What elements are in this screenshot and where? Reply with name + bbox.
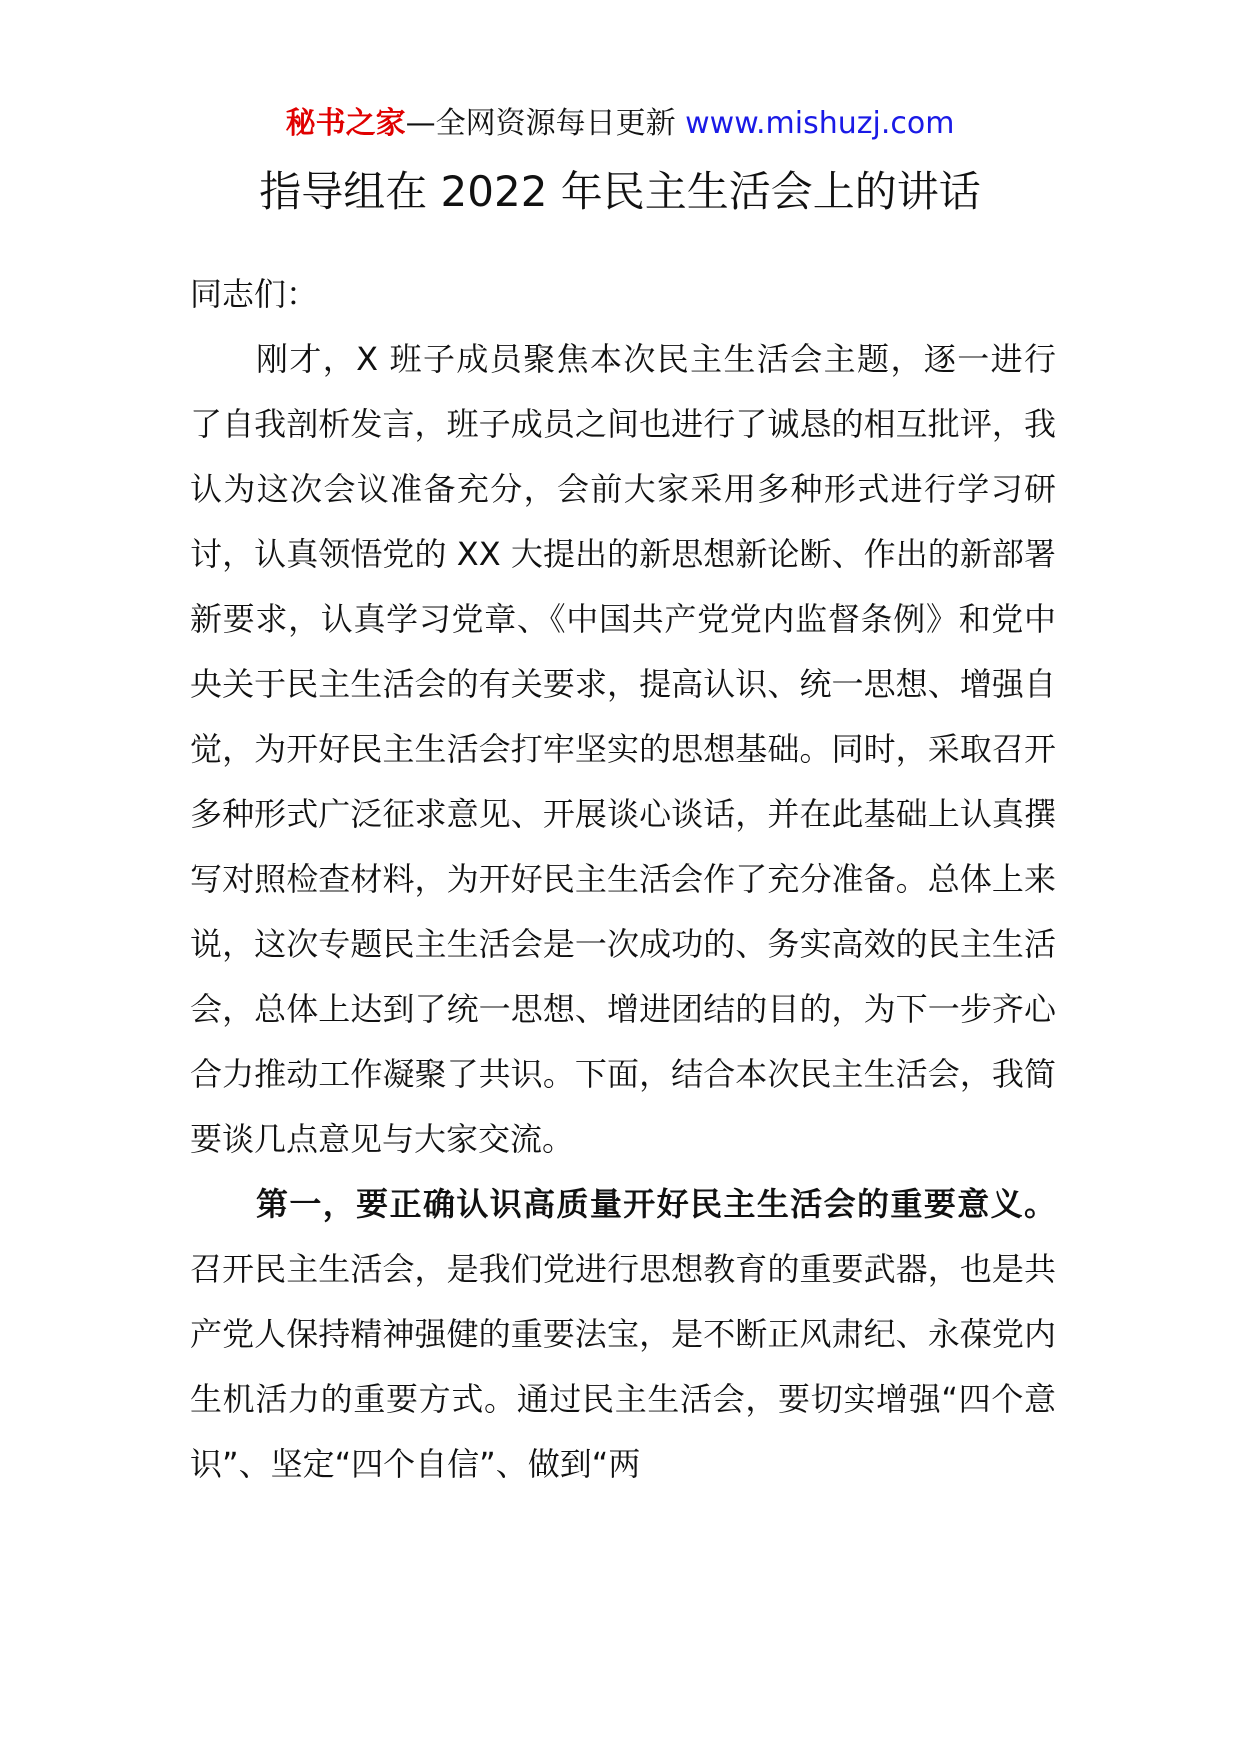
greeting: 同志们： — [190, 275, 319, 313]
paragraph-intro: 刚才，X 班子成员聚焦本次民主生活会主题，逐一进行了自我剖析发言，班子成员之间也进行了诚恳的相互批评，我认为这次会议准备充分，会前大家采用多种形式进行学习研讨，认真领悟党的 XX 大提出的新思想新论断、作出的新部署新要求，认真学习党章、《中国共产党党内监督条例》和党中央关于民主生活会的有关要求，提高认识、统一思想、增强自觉，为开好民主生活会打牢坚实的思想基础。同时，采取召开多种形式广泛征求意见、开展谈心谈话，并在此基础上认真撰写对照检查材料，为开好民主生活会作了充分准备。总体上来说，这次专题民主生活会是一次成功的、务实高效的民主生活会，总体上达到了统一思想、增进团结的目的，为下一步齐心合力推动工作凝聚了共识。下面，结合本次民主生活会，我简要谈几点意见与大家交流。 — [190, 340, 1056, 1158]
brand-name: 秘书之家 — [285, 106, 406, 141]
header-tagline: —全网资源每日更新 — [405, 106, 686, 141]
point-1-body: 召开民主生活会，是我们党进行思想教育的重要武器，也是共产党人保持精神强健的重要法宝，是不断正风肃纪、永葆党内生机活力的重要方式。通过民主生活会，要切实增强“四个意识”、坚定“四个自信”、做到“两 — [190, 1250, 1056, 1483]
document-title: 指导组在 2022 年民主生活会上的讲话 — [259, 167, 981, 216]
point-1-heading: 第一，要正确认识高质量开好民主生活会的重要意义。 — [256, 1185, 1056, 1223]
site-header — [0, 102, 1240, 146]
site-url-link[interactable]: www.mishuzj.com — [685, 106, 955, 141]
document-body — [190, 262, 1056, 1497]
paragraph-point-1 — [190, 1172, 1056, 1497]
